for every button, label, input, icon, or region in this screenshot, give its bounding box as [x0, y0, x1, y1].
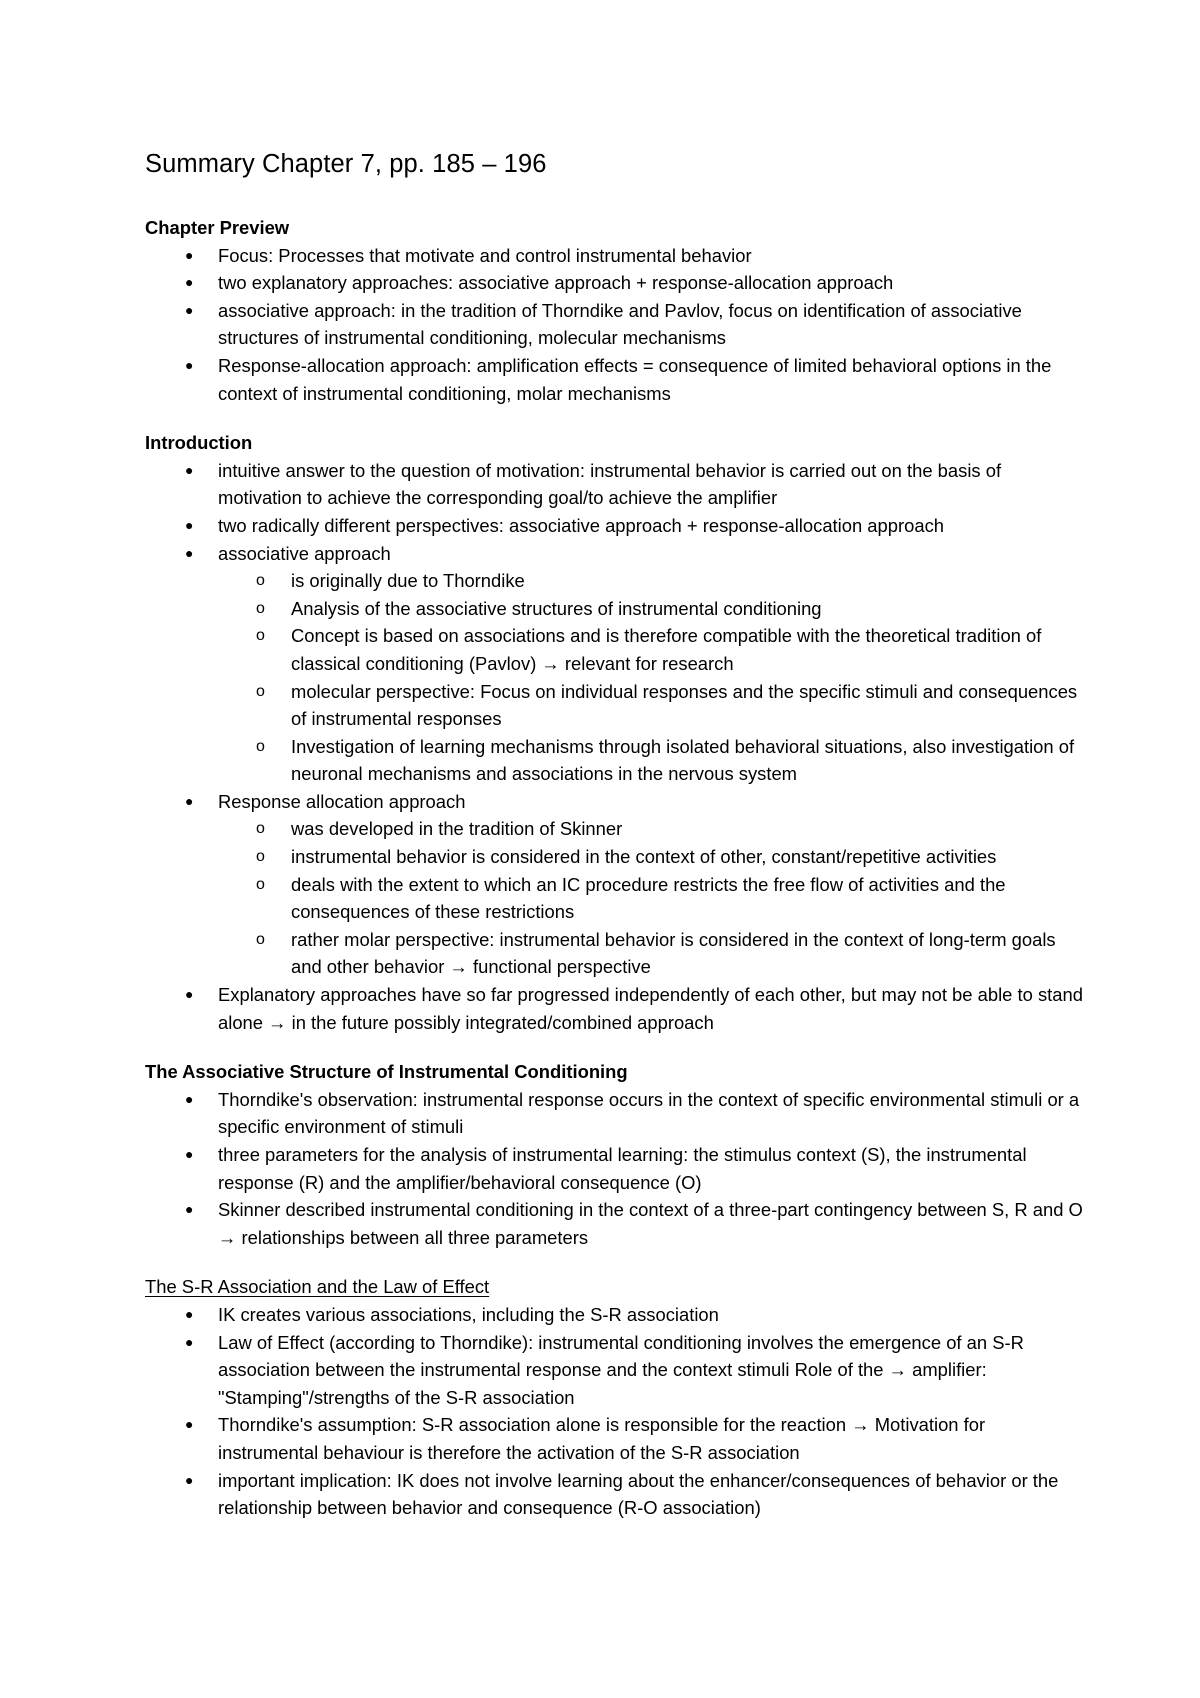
sections-container — [145, 214, 1085, 1522]
bullet-list — [145, 242, 1085, 408]
section-heading: Chapter Preview — [145, 217, 290, 238]
section — [145, 1273, 1085, 1521]
section — [145, 429, 1085, 1036]
bullet-dot-icon: ● — [185, 1090, 194, 1107]
bullet-dot-icon: ● — [185, 246, 194, 263]
section-heading: The S-R Association and the Law of Effect — [145, 1276, 490, 1298]
bullet-dot-icon: ● — [185, 1201, 194, 1218]
bullet-dot-icon: ● — [185, 1333, 194, 1350]
sub-list-item-text: rather molar perspective: instrumental behavior is considered in the context of long-term goals and other behavior → functional perspective — [291, 928, 1056, 978]
sub-list-item — [256, 622, 1085, 677]
sub-list-item-text: deals with the extent to which an IC procedure restricts the free flow of activities and the consequences of these restrictions — [291, 873, 1006, 923]
list-item — [145, 1196, 1085, 1251]
bullet-circle-icon: o — [256, 737, 265, 755]
sub-list-item-text: instrumental behavior is considered in the context of other, constant/repetitive activities — [291, 846, 997, 868]
list-item — [145, 1467, 1085, 1522]
bullet-dot-icon: ● — [185, 792, 194, 809]
list-item-text: three parameters for the analysis of instrumental learning: the stimulus context (S), the instrumental response (R) and the amplifier/behavioral consequence (O) — [218, 1144, 1027, 1193]
bullet-dot-icon: ● — [185, 301, 194, 318]
bullet-list — [145, 457, 1085, 1036]
list-item — [145, 269, 1085, 297]
bullet-dot-icon: ● — [185, 516, 194, 533]
list-item-text: Thorndike's observation: instrumental response occurs in the context of specific environmental stimuli or a specific environment of stimuli — [218, 1088, 1080, 1138]
list-item-text: Focus: Processes that motivate and control instrumental behavior — [218, 244, 752, 266]
bullet-circle-icon: o — [256, 820, 265, 838]
sub-list-item-text: Analysis of the associative structures of instrumental conditioning — [291, 597, 822, 619]
list-item — [145, 1411, 1085, 1466]
list-item-text: Skinner described instrumental conditioning in the context of a three-part contingency between S, R and O → relationships between all three parameters — [218, 1199, 1083, 1248]
sub-list-item — [256, 843, 1085, 871]
list-item — [145, 1329, 1085, 1412]
list-item-text: associative approach — [218, 542, 391, 564]
sub-list-item — [256, 595, 1085, 623]
list-item-text: associative approach: in the tradition of Thorndike and Pavlov, focus on identification of associative structures of instrumental conditioning, molecular mechanisms — [218, 299, 1022, 349]
bullet-list — [145, 1301, 1085, 1522]
list-item — [145, 1141, 1085, 1196]
list-item — [145, 788, 1085, 981]
list-item-text: intuitive answer to the question of motivation: instrumental behavior is carried out on the basis of motivation to achieve the corresponding goal/to achieve the amplifier — [218, 459, 1002, 509]
list-item-text: Law of Effect (according to Thorndike): instrumental conditioning involves the emergence of an S-R association between the instrumental response and the context stimuli Role of the → amplifier: "Stamping"/strengths of the S-R association — [218, 1331, 1024, 1408]
list-item — [145, 1086, 1085, 1141]
list-item — [145, 457, 1085, 512]
bullet-circle-icon: o — [256, 875, 265, 893]
section — [145, 1058, 1085, 1251]
page-title: Summary Chapter 7, pp. 185 – 196 — [145, 150, 547, 178]
sub-list-item — [256, 567, 1085, 595]
list-item-text: important implication: IK does not involve learning about the enhancer/consequences of behavior or the relationship between behavior and consequence (R-O association) — [218, 1469, 1059, 1519]
sub-list-item-text: molecular perspective: Focus on individual responses and the specific stimuli and consequences of instrumental responses — [291, 680, 1078, 730]
section-heading: The Associative Structure of Instrumental Conditioning — [145, 1061, 628, 1083]
list-item — [145, 540, 1085, 788]
bullet-dot-icon: ● — [185, 356, 194, 373]
bullet-dot-icon: ● — [185, 1305, 194, 1322]
bullet-circle-icon: o — [256, 682, 265, 700]
sub-list-item — [256, 678, 1085, 733]
sub-list-item-text: Concept is based on associations and is therefore compatible with the theoretical tradition of classical conditioning (Pavlov) → relevant for research — [291, 625, 1042, 674]
list-item-text: Response allocation approach — [218, 790, 466, 812]
list-item — [145, 512, 1085, 540]
sub-list-item — [256, 926, 1085, 981]
list-item-text: Explanatory approaches have so far progressed independently of each other, but may not be able to stand alone → in the future possibly integrated/combined approach — [218, 984, 1083, 1033]
bullet-circle-icon: o — [256, 599, 265, 617]
sub-list-item-text: was developed in the tradition of Skinner — [291, 818, 623, 840]
sub-list-item — [256, 815, 1085, 843]
list-item-text: Thorndike's assumption: S-R association alone is responsible for the reaction → Motivation for instrumental behaviour is therefore the activation of the S-R association — [218, 1414, 986, 1463]
list-item-text: two radically different perspectives: associative approach + response-allocation approach — [218, 514, 944, 536]
sub-list-item-text: Investigation of learning mechanisms through isolated behavioral situations, also investigation of neuronal mechanisms and associations in the nervous system — [291, 735, 1075, 785]
bullet-circle-icon: o — [256, 848, 265, 866]
list-item — [145, 297, 1085, 352]
bullet-circle-icon: o — [256, 627, 265, 645]
sub-list-item — [256, 871, 1085, 926]
bullet-circle-icon: o — [256, 930, 265, 948]
list-item — [145, 352, 1085, 407]
sub-bullet-list — [218, 815, 1085, 981]
bullet-dot-icon: ● — [185, 1416, 194, 1433]
document-body — [145, 147, 1085, 1544]
list-item — [145, 981, 1085, 1036]
section-heading: Introduction — [145, 432, 253, 454]
section — [145, 214, 1085, 407]
bullet-dot-icon: ● — [185, 544, 194, 561]
sub-bullet-list — [218, 567, 1085, 788]
list-item-text: two explanatory approaches: associative approach + response-allocation approach — [218, 272, 894, 294]
bullet-dot-icon: ● — [185, 274, 194, 291]
bullet-circle-icon: o — [256, 572, 265, 590]
bullet-list — [145, 1086, 1085, 1252]
bullet-dot-icon: ● — [185, 1471, 194, 1488]
list-item-text: Response-allocation approach: amplification effects = consequence of limited behavioral options in the context of instrumental conditioning, molar mechanisms — [218, 354, 1052, 404]
sub-list-item-text: is originally due to Thorndike — [291, 570, 525, 592]
bullet-dot-icon: ● — [185, 986, 194, 1003]
list-item-text: IK creates various associations, including the S-R association — [218, 1303, 719, 1325]
list-item — [145, 1301, 1085, 1329]
bullet-dot-icon: ● — [185, 461, 194, 478]
sub-list-item — [256, 733, 1085, 788]
bullet-dot-icon: ● — [185, 1146, 194, 1162]
list-item — [145, 242, 1085, 270]
